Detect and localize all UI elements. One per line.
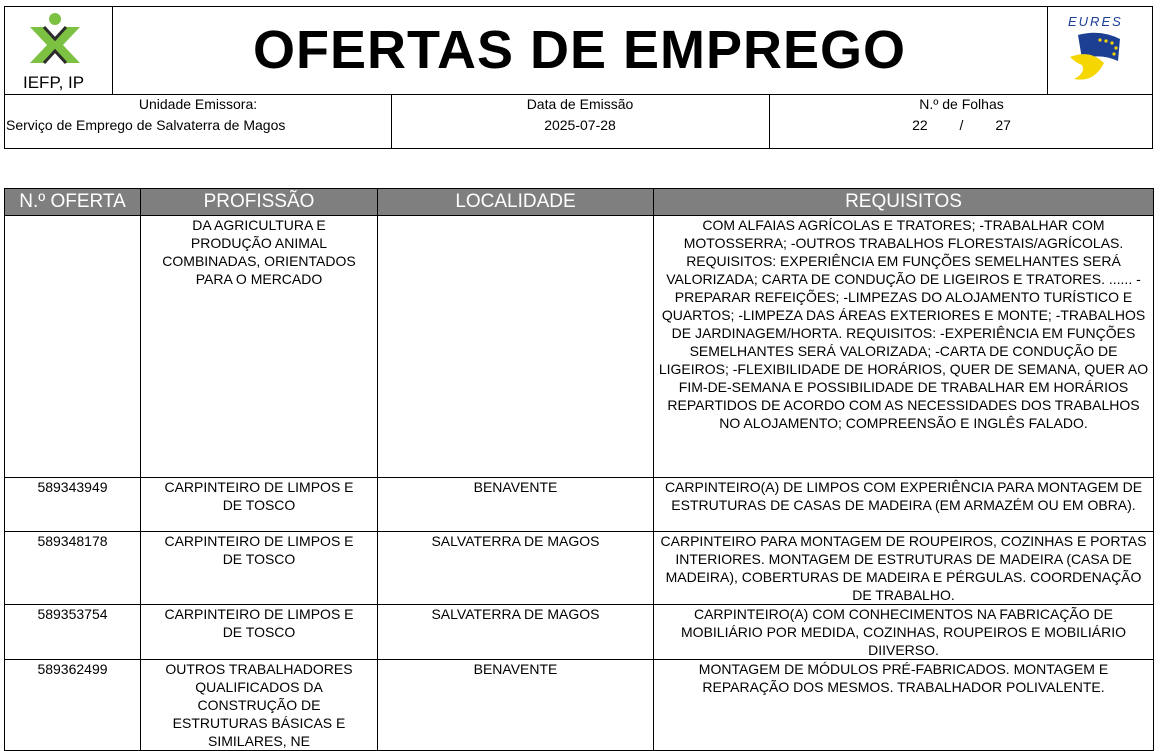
table-header-row: [5, 189, 1154, 216]
folhas-separator: /: [959, 117, 964, 133]
cell-requisitos: CARPINTEIRO(A) DE LIMPOS COM EXPERIÊNCIA PARA MONTAGEM DE ESTRUTURAS DE CASAS DE MADEIRA (EM ARMAZÉM OU EM OBRA).: [654, 478, 1154, 532]
cell-profissao: CARPINTEIRO DE LIMPOS E DE TOSCO: [141, 532, 378, 605]
table-row: [5, 216, 1154, 478]
cell-oferta: 589353754: [5, 605, 141, 660]
header-top-row: [5, 7, 1152, 94]
folhas-current: 22: [912, 117, 928, 133]
table-row: [5, 605, 1154, 660]
cell-localidade: SALVATERRA DE MAGOS: [378, 532, 654, 605]
table-row: [5, 660, 1154, 751]
offers-table: [4, 188, 1154, 751]
iefp-logo-text: IEFP, IP: [23, 73, 85, 92]
cell-oferta: 589348178: [5, 532, 141, 605]
eures-logo-text: EURES: [1068, 14, 1123, 29]
data-emissao: [391, 95, 770, 149]
cell-profissao: CARPINTEIRO DE LIMPOS E DE TOSCO: [141, 478, 378, 532]
cell-localidade: SALVATERRA DE MAGOS: [378, 605, 654, 660]
cell-profissao: OUTROS TRABALHADORES QUALIFICADOS DA CONSTRUÇÃO DE ESTRUTURAS BÁSICAS E SIMILARES, NE: [141, 660, 378, 751]
cell-requisitos: CARPINTEIRO PARA MONTAGEM DE ROUPEIROS, COZINHAS E PORTAS INTERIORES. MONTAGEM DE ESTRUTURAS DE MADEIRA (CASA DE MADEIRA), COBERTURAS DE MADEIRA E PÉRGULAS. COORDENAÇÃO DE TRABALHO.: [654, 532, 1154, 605]
cell-requisitos: CARPINTEIRO(A) COM CONHECIMENTOS NA FABRICAÇÃO DE MOBILIÁRIO POR MEDIDA, COZINHAS, ROUPEIROS E MOBILIÁRIO DIIVERSO.: [654, 605, 1154, 660]
data-value: 2025-07-28: [544, 117, 616, 133]
column-header-profissao: PROFISSÃO: [141, 189, 378, 216]
iefp-logo-cell: [5, 7, 113, 94]
eures-logo-icon: [1060, 13, 1132, 87]
data-label: Data de Emissão: [526, 96, 634, 112]
document-header: [4, 6, 1153, 149]
cell-localidade: BENAVENTE: [378, 478, 654, 532]
iefp-logo-icon: [24, 11, 86, 71]
folhas-total: 27: [995, 117, 1011, 133]
cell-profissao: DA AGRICULTURA E PRODUÇÃO ANIMAL COMBINADAS, ORIENTADOS PARA O MERCADO: [141, 216, 378, 478]
eures-logo-cell: [1047, 7, 1152, 94]
cell-requisitos: MONTAGEM DE MÓDULOS PRÉ-FABRICADOS. MONTAGEM E REPARAÇÃO DOS MESMOS. TRABALHADOR POLIVALENTE.: [654, 660, 1154, 751]
table-row: [5, 478, 1154, 532]
cell-oferta: [5, 216, 141, 478]
unidade-label: Unidade Emissora:: [138, 96, 258, 112]
unidade-value: Serviço de Emprego de Salvaterra de Magos: [6, 117, 286, 133]
cell-oferta: 589343949: [5, 478, 141, 532]
folhas-value: [769, 117, 1154, 133]
table-row: [5, 532, 1154, 605]
folhas-label: N.º de Folhas: [919, 96, 1004, 112]
cell-requisitos: COM ALFAIAS AGRÍCOLAS E TRATORES; -TRABALHAR COM MOTOSSERRA; -OUTROS TRABALHOS FLORESTAIS/AGRÍCOLAS. REQUISITOS: EXPERIÊNCIA EM FUNÇÕES SEMELHANTES SERÁ VALORIZADA; CARTA DE CONDUÇÃO DE LIGEIROS E TRATORES. ...... -PREPARAR REFEIÇÕES; -LIMPEZAS DO ALOJAMENTO TURÍSTICO E QUARTOS; -LIMPEZA DAS ÁREAS EXTERIORES E MONTE; -TRABALHOS DE JARDINAGEM/HORTA. REQUISITOS: -EXPERIÊNCIA EM FUNÇÕES SEMELHANTES SERÁ VALORIZADA; -CARTA DE CONDUÇÃO DE LIGEIROS; -FLEXIBILIDADE DE HORÁRIOS, QUER DE SEMANA, QUER AO FIM-DE-SEMANA E POSSIBILIDADE DE TRABALHAR EM HORÁRIOS REPARTIDOS DE ACORDO COM AS NECESSIDADES DOS TRABALHOS NO ALOJAMENTO; COMPREENSÃO E INGLÊS FALADO.: [654, 216, 1154, 478]
page-title: OFERTAS DE EMPREGO: [252, 20, 907, 80]
column-header-localidade: LOCALIDADE: [378, 189, 654, 216]
column-header-oferta: N.º OFERTA: [5, 189, 141, 216]
cell-localidade: BENAVENTE: [378, 660, 654, 751]
cell-profissao: CARPINTEIRO DE LIMPOS E DE TOSCO: [141, 605, 378, 660]
numero-folhas: [769, 95, 1154, 149]
column-header-requisitos: REQUISITOS: [654, 189, 1154, 216]
header-meta-row: [5, 94, 1152, 150]
unidade-emissora: [5, 95, 392, 149]
cell-oferta: 589362499: [5, 660, 141, 751]
cell-localidade: [378, 216, 654, 478]
